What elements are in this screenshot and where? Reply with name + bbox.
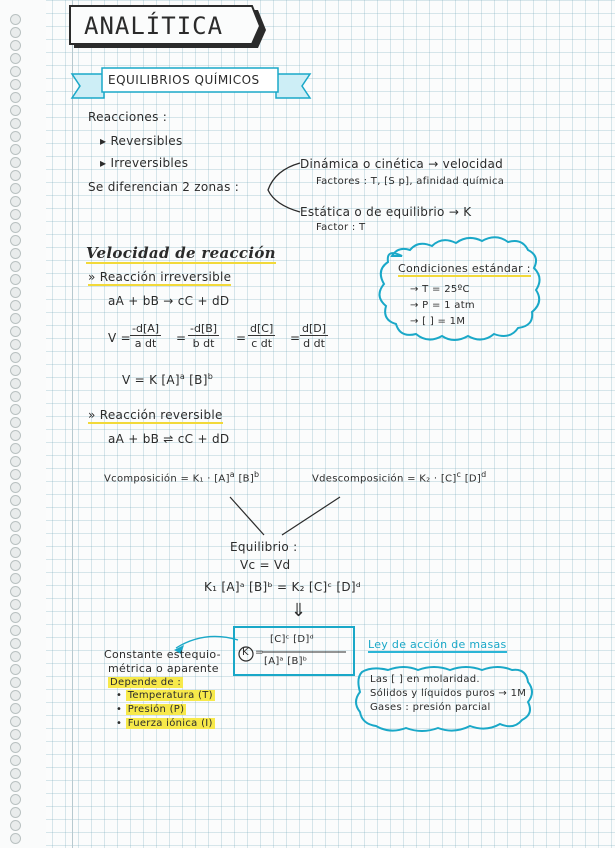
v-composicion bbox=[104, 470, 259, 484]
v-label: V = bbox=[108, 331, 131, 345]
condicion-item: → P = 1 atm bbox=[410, 300, 475, 311]
line-right bbox=[282, 497, 340, 535]
section-subtitle: EQUILIBRIOS QUÍMICOS bbox=[108, 73, 260, 87]
fraction-c bbox=[248, 322, 275, 350]
double-arrow-icon: ⇓ bbox=[291, 600, 307, 621]
rate-law-a: V = K [A] bbox=[122, 373, 180, 387]
rate-law-b: [B] bbox=[185, 373, 208, 387]
equilibrio-label: Equilibrio : bbox=[230, 540, 298, 554]
rate-law-exp-b: b bbox=[207, 372, 214, 381]
frac-num: d[D] bbox=[302, 322, 327, 335]
equation-irreversible: aA + bB → cC + dD bbox=[108, 294, 230, 308]
list-item-text: Irreversibles bbox=[110, 156, 189, 170]
ley-item: Gases : presión parcial bbox=[370, 702, 491, 713]
depende-item-text: Fuerza iónica (I) bbox=[127, 718, 213, 729]
condiciones-title: Condiciones estándar : bbox=[398, 262, 531, 275]
vcomp-exp-a: a bbox=[229, 470, 235, 479]
condicion-item: → [ ] = 1M bbox=[410, 316, 466, 327]
frac-den: a dt bbox=[134, 337, 157, 350]
reacciones-label: Reacciones : bbox=[88, 110, 168, 124]
zona-dinamica: Dinámica o cinética → velocidad bbox=[300, 157, 504, 171]
k-equals: = bbox=[255, 647, 264, 658]
ribbon-left bbox=[72, 74, 104, 98]
vcomp-exp-b: b bbox=[254, 470, 260, 479]
zona-dinamica-factores: Factores : T, [S p], afinidad química bbox=[316, 176, 505, 187]
diferencian-text: Se diferencian 2 zonas : bbox=[88, 180, 240, 194]
k-denominator: [A]ᵃ [B]ᵇ bbox=[264, 656, 308, 667]
depende-item: • Presión (P) bbox=[116, 704, 185, 715]
fraction-b bbox=[188, 322, 219, 350]
constante-text-2: métrica o aparente bbox=[108, 662, 219, 675]
depende-item: • Temperatura (T) bbox=[116, 690, 213, 701]
vcomp-base: Vcomposición = K₁ · [A] bbox=[104, 473, 230, 485]
ley-item: Sólidos y líquidos puros → 1M bbox=[370, 688, 527, 699]
depende-item: • Fuerza iónica (I) bbox=[116, 718, 213, 729]
zona-estatica-factor: Factor : T bbox=[316, 222, 366, 233]
ley-item: Las [ ] en molaridad. bbox=[370, 674, 480, 685]
ley-title: Ley de acción de masas bbox=[368, 638, 507, 651]
vdescomp-exp-c: c bbox=[456, 470, 462, 479]
k-equilibrium-equation: K₁ [A]ᵃ [B]ᵇ = K₂ [C]ᶜ [D]ᵈ bbox=[204, 580, 362, 594]
zones-brace bbox=[268, 163, 300, 212]
frac-num: -d[B] bbox=[190, 322, 218, 335]
equals-sign: = bbox=[176, 331, 187, 345]
frac-num: -d[A] bbox=[132, 322, 160, 335]
vdescomp-base: Vdescomposición = K₂ · [C] bbox=[312, 473, 457, 485]
depende-label bbox=[108, 677, 183, 688]
rate-law-exp-a: a bbox=[179, 372, 186, 381]
zona-estatica: Estática o de equilibrio → K bbox=[300, 205, 472, 219]
k-symbol: K bbox=[242, 647, 249, 658]
equation-reversible: aA + bB ⇌ cC + dD bbox=[108, 432, 230, 446]
constante-text: Constante estequio- bbox=[104, 648, 221, 661]
list-item: ▸ Irreversibles bbox=[100, 156, 189, 170]
frac-den: d dt bbox=[303, 337, 325, 350]
frac-num: d[C] bbox=[250, 322, 274, 335]
frac-den: c dt bbox=[251, 337, 273, 350]
condicion-item: → T = 25ºC bbox=[410, 284, 470, 295]
fraction-d bbox=[300, 322, 328, 350]
vc-vd: Vc = Vd bbox=[240, 558, 291, 572]
equals-sign: = bbox=[236, 331, 247, 345]
depende-item-text: Presión (P) bbox=[127, 704, 185, 715]
line-left bbox=[230, 497, 264, 535]
fraction-a bbox=[130, 322, 161, 350]
reversible-heading: » Reacción reversible bbox=[88, 408, 223, 422]
equals-sign: = bbox=[290, 331, 301, 345]
curved-arrow bbox=[176, 636, 238, 648]
page-title: ANALÍTICA bbox=[84, 12, 224, 40]
list-item-text: Reversibles bbox=[110, 134, 183, 148]
vdescomp-exp-d: d bbox=[481, 470, 487, 479]
vcomp-b: [B] bbox=[234, 473, 255, 485]
depende-item-text: Temperatura (T) bbox=[127, 690, 213, 701]
frac-den: b dt bbox=[192, 337, 215, 350]
k-numerator: [C]ᶜ [D]ᵈ bbox=[270, 634, 314, 645]
rate-law bbox=[122, 372, 213, 387]
list-item: ▸ Reversibles bbox=[100, 134, 183, 148]
velocidad-heading: Velocidad de reacción bbox=[86, 244, 276, 262]
vdescomp-d: [D] bbox=[461, 473, 482, 485]
depende-label-text: Depende de : bbox=[110, 677, 182, 688]
v-descomposicion bbox=[312, 470, 487, 484]
irreversible-heading: » Reacción irreversible bbox=[88, 270, 232, 284]
ribbon-right bbox=[276, 74, 310, 98]
